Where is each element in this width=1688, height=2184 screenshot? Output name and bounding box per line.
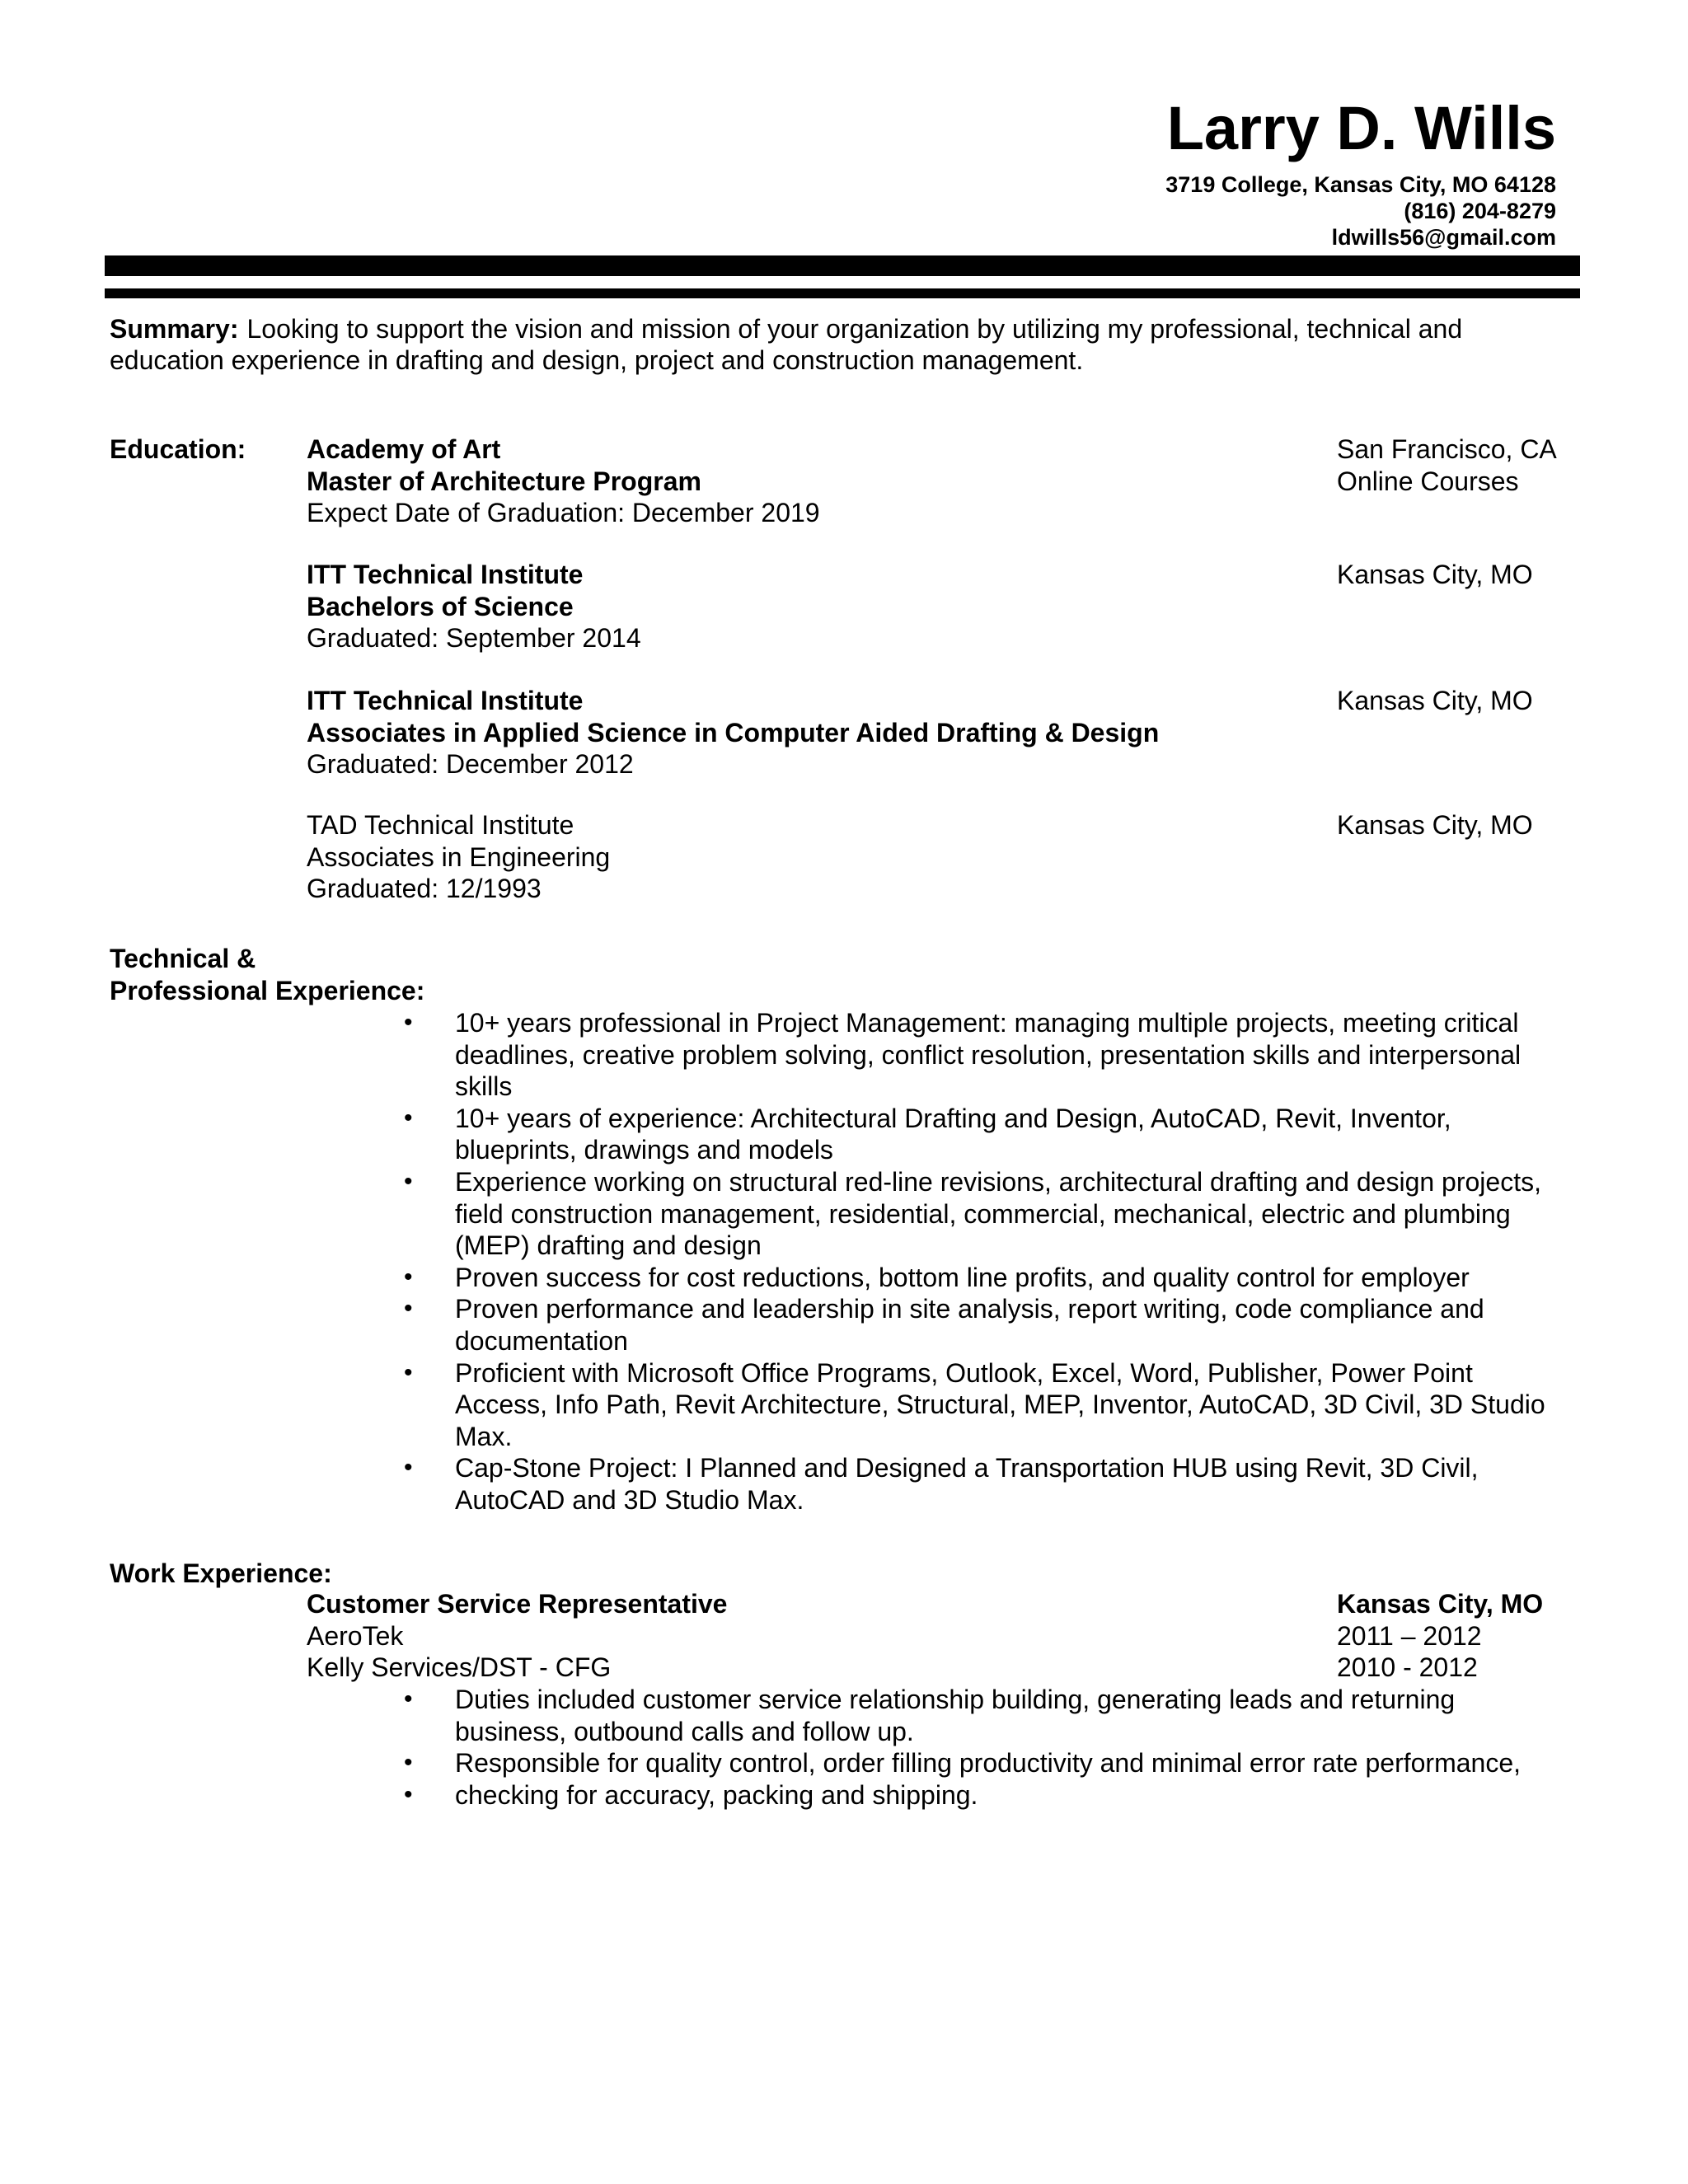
summary-label: Summary: — [110, 314, 239, 344]
technical-bullet-list — [404, 1007, 1566, 1516]
summary-section — [110, 313, 1577, 376]
list-item: • Proven performance and leadership in site analysis, report writing, code compliance and documentation — [404, 1293, 1566, 1357]
education-entry — [307, 559, 1576, 654]
contact-phone: (816) 204-8279 — [1404, 199, 1556, 223]
employer-dates: 2010 - 2012 — [1337, 1652, 1478, 1682]
degree-name: Bachelors of Science — [307, 591, 574, 621]
education-entry — [307, 685, 1576, 780]
school-name: ITT Technical Institute — [307, 560, 584, 589]
education-label: Education: — [110, 434, 246, 464]
job-location: Kansas City, MO — [1337, 1589, 1544, 1619]
graduation-date: Graduated: September 2014 — [307, 623, 641, 653]
contact-email: ldwills56@gmail.com — [1331, 225, 1556, 250]
graduation-date: Graduated: December 2012 — [307, 749, 634, 779]
list-item: • Cap-Stone Project: I Planned and Designed a Transportation HUB using Revit, 3D Civil, AutoCAD and 3D Studio Max. — [404, 1452, 1566, 1516]
school-location: Kansas City, MO — [1337, 560, 1533, 589]
list-item: • Proficient with Microsoft Office Programs, Outlook, Excel, Word, Publisher, Power Point Access, Info Path, Revit Architecture, Structural, MEP, Inventor, AutoCAD, 3D Civil, 3D Studio Max. — [404, 1357, 1566, 1453]
job-title: Customer Service Representative — [307, 1589, 728, 1619]
education-entry — [307, 434, 1576, 529]
list-item: • Experience working on structural red-line revisions, architectural drafting and design projects, field construction management, residential, commercial, mechanical, electric and plumbing (MEP) drafting and design — [404, 1166, 1566, 1262]
list-item: • Duties included customer service relationship building, generating leads and returning business, outbound calls and follow up. — [404, 1684, 1566, 1747]
employer-name: Kelly Services/DST - CFG — [307, 1652, 612, 1682]
resume-header — [1165, 92, 1556, 251]
summary-text: Looking to support the vision and mission of your organization by utilizing my professional, technical and education experience in drafting and design, project and construction management. — [110, 314, 1463, 375]
degree-note: Online Courses — [1337, 466, 1519, 496]
employer-dates: 2011 – 2012 — [1337, 1620, 1482, 1651]
school-location: Kansas City, MO — [1337, 686, 1533, 715]
technical-label — [110, 943, 424, 1007]
employer-name: AeroTek — [307, 1620, 404, 1651]
work-label: Work Experience: — [110, 1558, 332, 1588]
school-location: San Francisco, CA — [1337, 434, 1557, 464]
graduation-date: Expect Date of Graduation: December 2019 — [307, 498, 820, 527]
list-item: • Proven success for cost reductions, bottom line profits, and quality control for employer — [404, 1262, 1566, 1294]
graduation-date: Graduated: 12/1993 — [307, 874, 542, 903]
degree-name: Associates in Applied Science in Computer Aided Drafting & Design — [307, 717, 1160, 748]
school-location: Kansas City, MO — [1337, 810, 1533, 840]
school-name: Academy of Art — [307, 434, 501, 464]
school-name: TAD Technical Institute — [307, 810, 574, 840]
degree-name: Associates in Engineering — [307, 841, 611, 872]
list-item: • 10+ years of experience: Architectural Drafting and Design, AutoCAD, Revit, Inventor, blueprints, drawings and models — [404, 1103, 1566, 1166]
work-bullet-list — [404, 1684, 1566, 1811]
technical-label-line1: Technical & — [110, 944, 256, 973]
list-item: • 10+ years professional in Project Management: managing multiple projects, meeting critical deadlines, creative problem solving, conflict resolution, presentation skills and interpersonal skills — [404, 1007, 1566, 1103]
contact-address: 3719 College, Kansas City, MO 64128 — [1165, 172, 1556, 197]
candidate-name: Larry D. Wills — [1166, 94, 1556, 162]
header-divider-thin — [105, 288, 1580, 298]
header-divider-thick — [105, 255, 1580, 276]
list-item: • checking for accuracy, packing and shipping. — [404, 1779, 1566, 1811]
work-entry — [307, 1588, 1576, 1684]
list-item: • Responsible for quality control, order filling productivity and minimal error rate performance, — [404, 1747, 1566, 1779]
technical-label-line2: Professional Experience: — [110, 976, 425, 1005]
school-name: ITT Technical Institute — [307, 686, 584, 715]
education-entry — [307, 809, 1576, 905]
degree-name: Master of Architecture Program — [307, 466, 701, 496]
